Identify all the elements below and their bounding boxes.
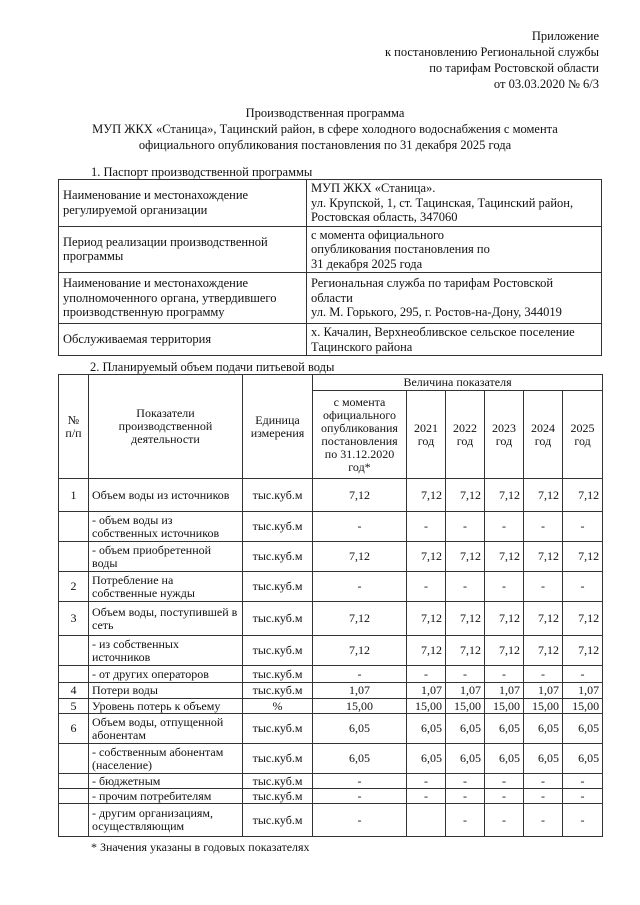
row-indicator: - объем приобретенной воды [89,542,243,572]
row-value: 7,12 [485,542,524,572]
section-1-heading: 1. Паспорт производственной программы [91,165,313,179]
row-value: 7,12 [446,636,485,666]
row-value: 7,12 [563,636,603,666]
title-line: МУП ЖКХ «Станица», Тацинский район, в сфере холодного водоснабжения с момента [92,122,558,136]
passport-table [58,179,602,356]
row-value: - [524,512,563,542]
row-indicator: Объем воды, поступившей в сеть [89,602,243,636]
passport-row [59,273,602,324]
row-value: - [524,774,563,789]
row-value: - [446,572,485,602]
row-value: 1,07 [313,683,407,699]
passport-value-line: Ростовская область, 347060 [311,210,458,224]
table-row [59,744,603,774]
row-unit: тыс.куб.м [243,789,313,804]
row-num: 4 [59,683,89,699]
row-indicator: Уровень потерь к объему [89,699,243,714]
passport-key: Наименование и местонахождение регулируемой организации [59,180,307,227]
appendix-line: по тарифам Ростовской области [429,61,599,75]
row-indicator: - объем воды из собственных источников [89,512,243,542]
row-value: - [563,789,603,804]
row-num [59,636,89,666]
row-indicator: - собственным абонентам (население) [89,744,243,774]
row-value: 15,00 [485,699,524,714]
row-value: 6,05 [485,714,524,744]
row-num [59,789,89,804]
row-indicator: Потери воды [89,683,243,699]
table-row [59,572,603,602]
row-value: - [524,572,563,602]
table-row [59,602,603,636]
row-unit: % [243,699,313,714]
row-num [59,542,89,572]
row-indicator: - другим организациям, осуществляющим [89,804,243,837]
row-value: - [485,774,524,789]
passport-value [307,324,602,356]
row-value: 15,00 [446,699,485,714]
row-num: 5 [59,699,89,714]
row-indicator: - бюджетным [89,774,243,789]
passport-row [59,226,602,273]
passport-value [307,273,602,324]
row-value: 7,12 [313,542,407,572]
row-value: - [313,774,407,789]
passport-value-line: МУП ЖКХ «Станица». [311,181,436,195]
row-num [59,666,89,683]
row-value: 6,05 [446,714,485,744]
table-row [59,542,603,572]
row-unit: тыс.куб.м [243,479,313,512]
row-value: 15,00 [563,699,603,714]
table-row [59,774,603,789]
table-row [59,683,603,699]
row-value: 6,05 [524,714,563,744]
row-value: 7,12 [524,636,563,666]
row-value: 7,12 [524,542,563,572]
table-row [59,714,603,744]
row-value: 7,12 [485,479,524,512]
row-value: - [407,666,446,683]
row-unit: тыс.куб.м [243,714,313,744]
row-value: - [313,666,407,683]
row-value: 7,12 [485,636,524,666]
header-year: 2021 год [407,391,446,479]
row-value: 6,05 [407,714,446,744]
row-value: 7,12 [563,602,603,636]
row-value: - [446,666,485,683]
row-num: 3 [59,602,89,636]
row-num [59,512,89,542]
row-value: 7,12 [563,479,603,512]
row-indicator: - из собственных источников [89,636,243,666]
row-value: - [313,804,407,837]
table-row [59,666,603,683]
appendix-line: к постановлению Региональной службы [384,45,599,59]
passport-value-line: опубликования постановления по [311,242,490,256]
row-value: 7,12 [313,636,407,666]
row-value: - [524,789,563,804]
title-line: официального опубликования постановления по 31 декабря 2025 года [138,138,512,152]
appendix-note [385,28,599,92]
document-title [40,105,610,153]
row-value: 7,12 [313,602,407,636]
appendix-line: от 03.03.2020 № 6/3 [493,77,599,91]
row-value: 15,00 [407,699,446,714]
row-value: - [563,774,603,789]
row-value: 6,05 [407,744,446,774]
row-unit: тыс.куб.м [243,636,313,666]
passport-key: Обслуживаемая территория [59,324,307,356]
row-value: 7,12 [524,479,563,512]
row-num [59,744,89,774]
passport-value-line: 31 декабря 2025 года [311,256,423,271]
row-indicator: Потребление на собственные нужды [89,572,243,602]
row-value: - [313,512,407,542]
header-year: 2023 год [485,391,524,479]
row-value: - [485,512,524,542]
row-unit: тыс.куб.м [243,542,313,572]
row-value: - [563,666,603,683]
appendix-line: Приложение [531,29,599,43]
passport-value-line: области [311,290,353,305]
row-value: 7,12 [446,479,485,512]
table-row [59,636,603,666]
header-period-first: с момента официального опубликования постановления по 31.12.2020 год* [313,391,407,479]
row-indicator: Объем воды, отпущенной абонентам [89,714,243,744]
row-value: - [407,774,446,789]
row-value: 7,12 [485,602,524,636]
footnote: * Значения указаны в годовых показателях [91,840,310,854]
row-value: 6,05 [446,744,485,774]
table-row [59,699,603,714]
passport-value-line: с момента официального [311,227,445,242]
passport-key: Наименование и местонахождение уполномоченного органа, утвердившего производственную программу [59,273,307,324]
row-value: - [446,789,485,804]
row-value: 7,12 [313,479,407,512]
row-value: - [446,774,485,789]
passport-value [307,180,602,227]
row-unit: тыс.куб.м [243,774,313,789]
passport-value-line: Тацинского района [311,339,413,354]
row-indicator: - от других операторов [89,666,243,683]
title-line: Производственная программа [245,106,405,120]
header-indicator: Показатели производственной деятельности [89,375,243,479]
row-num [59,804,89,837]
row-value: 6,05 [563,714,603,744]
row-value: - [524,804,563,837]
section-2-heading: 2. Планируемый объем подачи питьевой воды [90,360,335,374]
row-num: 2 [59,572,89,602]
row-unit: тыс.куб.м [243,512,313,542]
row-value: - [485,572,524,602]
row-value: - [485,789,524,804]
table-row [59,512,603,542]
row-value: 15,00 [524,699,563,714]
row-unit: тыс.куб.м [243,572,313,602]
row-value: - [485,804,524,837]
row-value: - [407,789,446,804]
row-value: - [563,512,603,542]
row-value: 1,07 [485,683,524,699]
row-indicator: - прочим потребителям [89,789,243,804]
row-value: - [446,804,485,837]
table-row [59,804,603,837]
row-value: 7,12 [407,602,446,636]
row-value: 6,05 [313,744,407,774]
header-num: № п/п [59,375,89,479]
row-num [59,774,89,789]
row-value: 7,12 [446,542,485,572]
passport-value-line: х. Качалин, Верхнеобливское сельское поселение [311,325,575,339]
row-value: 7,12 [407,479,446,512]
header-value-group: Величина показателя [313,375,603,391]
row-value: - [407,572,446,602]
volume-table [58,374,603,837]
passport-row [59,324,602,356]
passport-value [307,226,602,273]
row-value: 15,00 [313,699,407,714]
row-value: 6,05 [524,744,563,774]
row-value: - [313,572,407,602]
row-unit: тыс.куб.м [243,683,313,699]
row-value: - [563,804,603,837]
row-value: 1,07 [524,683,563,699]
row-value: 1,07 [446,683,485,699]
header-year: 2022 год [446,391,485,479]
row-value: 7,12 [446,602,485,636]
row-value: - [563,572,603,602]
header-unit: Единица измерения [243,375,313,479]
row-unit: тыс.куб.м [243,804,313,837]
row-value: 6,05 [485,744,524,774]
row-unit: тыс.куб.м [243,602,313,636]
row-value: - [407,512,446,542]
passport-value-line: Региональная служба по тарифам Ростовской [311,276,554,291]
row-value: 6,05 [563,744,603,774]
row-value: - [446,512,485,542]
row-value [407,804,446,837]
row-value: 7,12 [524,602,563,636]
header-year: 2024 год [524,391,563,479]
passport-key: Период реализации производственной программы [59,226,307,273]
table-row [59,479,603,512]
row-value: 7,12 [407,636,446,666]
row-unit: тыс.куб.м [243,666,313,683]
header-year: 2025 год [563,391,603,479]
row-value: 6,05 [313,714,407,744]
row-indicator: Объем воды из источников [89,479,243,512]
row-value: 7,12 [407,542,446,572]
row-num: 6 [59,714,89,744]
row-num: 1 [59,479,89,512]
row-value: - [524,666,563,683]
row-value: 1,07 [407,683,446,699]
row-value: 1,07 [563,683,603,699]
table-row [59,789,603,804]
row-unit: тыс.куб.м [243,744,313,774]
row-value: - [313,789,407,804]
passport-value-line: ул. Крупской, 1, ст. Тацинская, Тацинский район, [311,195,574,210]
row-value: 7,12 [563,542,603,572]
row-value: - [485,666,524,683]
passport-row [59,180,602,227]
passport-value-line: ул. М. Горького, 295, г. Ростов-на-Дону, 344019 [311,305,562,320]
